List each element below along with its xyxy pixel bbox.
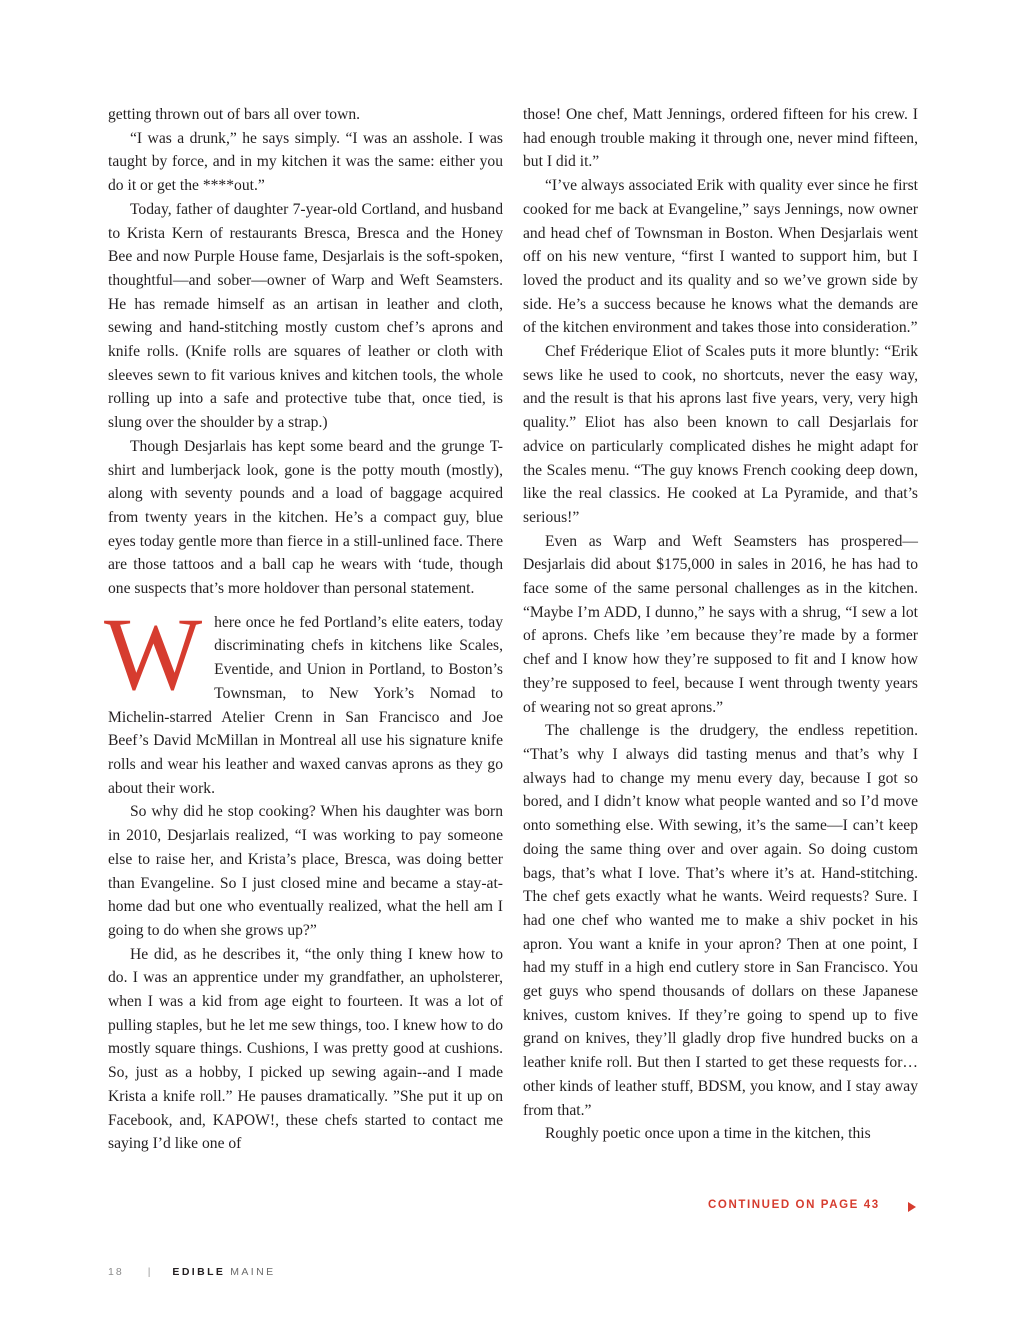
paragraph: Today, father of daughter 7-year-old Cortland, and husband to Krista Kern of restaurants Bresca, Bresca and the Honey Bee and now Purple House fame, Desjarlais is the soft-spoken, thoughtful—and sober—owner of Warp and Weft Seamsters. He has remade himself as an artisan in leather and cloth, sewing and hand-stitching mostly custom chef’s aprons and knife rolls. (Knife rolls are squares of leather or cloth with sleeves sewn to fit various knives and kitchen tools, the whole rolling up into a safe and protective tube that, once tied, is slung over the shoulder by a strap.) <box>108 200 503 432</box>
paragraph: Chef Fréderique Eliot of Scales puts it more bluntly: “Erik sews like he used to cook, no shortcuts, never the easy way, and the result is that his aprons last five years, very, very high quality.” Eliot has also been known to call Desjarlais for advice on particularly complicated dishes he might adapt for the Scales menu. “The guy knows French cooking deep down, like the real classics. He cooked at La Pyramide, and that’s serious!” <box>523 343 918 526</box>
brand-name-light: MAINE <box>230 1266 276 1278</box>
paragraph: Though Desjarlais has kept some beard and the grunge T-shirt and lumberjack look, gone is the potty mouth (mostly), along with seventy pounds and a load of baggage acquired from twenty years in the kitchen. He’s a compact guy, blue eyes today gentle more than fierce in a still-unlined face. There are those tattoos and a ball cap he wears with ‘tude, though one suspects that’s more holdover than personal statement. <box>108 437 503 598</box>
paragraph: He did, as he describes it, “the only thing I knew how to do. I was an apprentice under my grandfather, an upholsterer, when I was a kid from age eight to fourteen. It was a lot of pulling staples, but he let me sew things, too. I knew how to do mostly square things. Cushions, I was pretty good at cushions. So, just as a hobby, I picked up sewing again--and I made Krista a knife roll.” He pauses dramatically. ”She put it up on Facebook, and, KAPOW!, these chefs started to contact me saying I’d like one of <box>108 945 503 1153</box>
brand-name-bold: EDIBLE <box>172 1266 226 1278</box>
dropcap-paragraph <box>104 596 503 801</box>
paragraph: getting thrown out of bars all over town. <box>108 106 361 123</box>
paragraph: Even as Warp and Weft Seamsters has prospered—Desjarlais did about $175,000 in sales in 2016, he has had to face some of the same personal challenges as in the kitchen. “Maybe I’m ADD, I dunno,” he says with a shrug, “I sew a lot of aprons. Chefs like ’em because they’re made by a former chef and I know how they’re supposed to fit and I know how they’re supposed to feel, because I went through twenty years of wearing not so great aprons.” <box>523 532 918 716</box>
right-column <box>523 103 918 1146</box>
paragraph: “I was a drunk,” he says simply. “I was an asshole. I was taught by force, and in my kitchen it was the same: either you do it or get the ****out.” <box>108 129 503 195</box>
paragraph: So why did he stop cooking? When his daughter was born in 2010, Desjarlais realized, “I was working to pay someone else to raise her, and Krista’s place, Bresca, was doing better than Evangeline. So I just closed mine and became a stay-at-home dad but one who eventually realized, what the hell am I going to do when she grows up?” <box>108 803 503 939</box>
continued-on-page-link[interactable]: CONTINUED ON PAGE 43 <box>708 1199 880 1211</box>
paragraph-text: here once he fed Portland’s elite eaters, today discriminating chefs in kitchens like Scales, Eventide, and Union in Portland, to Boston’s Townsman, to New York’s Nomad to Michelin-starred Atelier Crenn in San Francisco and Joe Beef’s David McMillan in Montreal all use his signature knife rolls and wear his leather and waxed canvas aprons as they go about their work. <box>108 613 503 797</box>
footer-separator: | <box>147 1266 153 1278</box>
page-footer <box>108 1266 276 1278</box>
dropcap-letter: W <box>104 596 203 712</box>
play-arrow-icon <box>908 1202 916 1212</box>
paragraph: The challenge is the drudgery, the endless repetition. “That’s why I always did tasting menus and that’s why I always had to change my menu every day, because I got so bored, and I didn’t know what people wanted and so I’d move onto something else. With sewing, it’s the same—I can’t keep doing the same thing over and over again. So doing custom bags, that’s what I love. That’s where it’s at. Hand-stitching. The chef gets exactly what he wants. Weird requests? Sure. I had one chef who wanted me to make a shiv pocket in his apron. You want a knife in your apron? Then at one point, I had my stuff in a high end cutlery store in San Francisco. You get guys who spend thousands of dollars on these Japanese knives, custom knives. If they’re going to spend up to five grand on knives, they’ll gladly drop five hundred bucks on a leather knife roll. But then I started to get these requests for…other kinds of leather stuff, BDSM, you know, and I stay away from that.” <box>523 722 918 1119</box>
paragraph: “I’ve always associated Erik with quality ever since he first cooked for me back at Evangeline,” says Jennings, now owner and head chef of Townsman in Boston. When Desjarlais went off on his new venture, “first I wanted to support him, but I loved the product and its quality and so we’ve grown side by side. He’s a success because he knows what the demands are of the kitchen environment and takes those into consideration.” <box>523 177 918 337</box>
page-number: 18 <box>108 1266 124 1278</box>
paragraph: Roughly poetic once upon a time in the kitchen, this <box>545 1125 871 1143</box>
paragraph: those! One chef, Matt Jennings, ordered fifteen for his crew. I had enough trouble making it through one, never mind fifteen, but I did it.” <box>523 106 918 171</box>
left-column <box>104 103 503 1156</box>
